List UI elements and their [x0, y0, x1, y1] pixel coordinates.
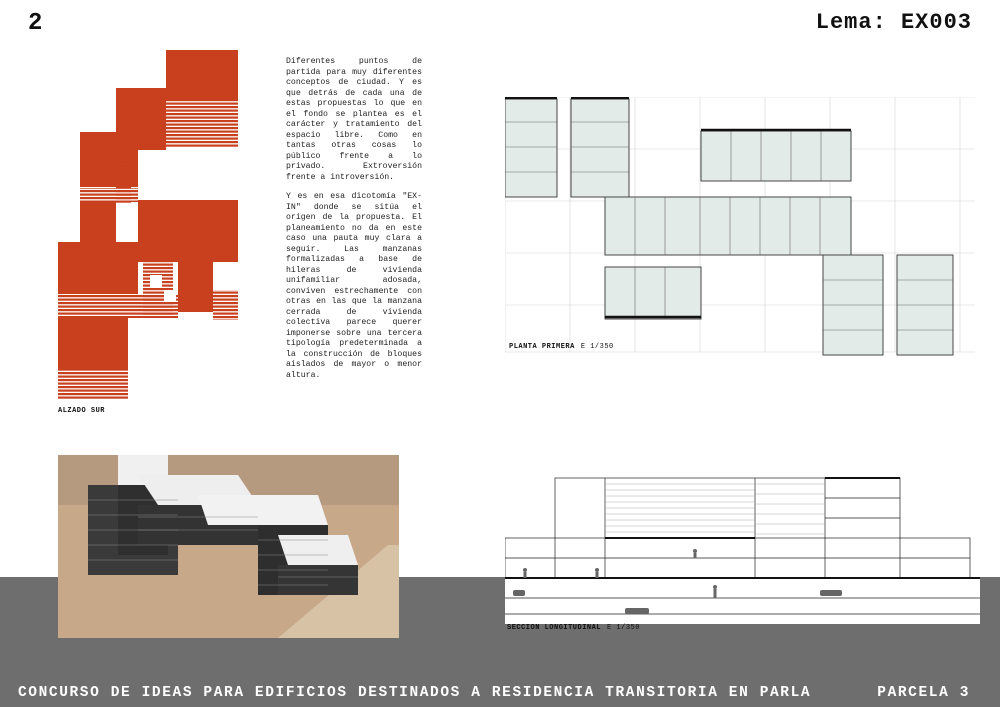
seccion-caption-title: SECCION LONGITUDINAL [507, 624, 602, 632]
seccion-caption-scale: E 1/350 [607, 624, 640, 632]
alzado-caption: ALZADO SUR [58, 407, 106, 415]
model-photo [58, 455, 399, 638]
description-paragraph-2: Y es en esa dicotomía "EX-IN" donde se sitúa el origen de la propuesta. El planeamiento no da en este caso una pauta muy clara a seguir. Las manzanas formalizadas a base de hileras de vivienda unifamiliar adosada, conviven estrechamente con otras en las que la manzana cerrada de vivienda colectiva parece querer imponerse sobre una tercera tipología predeterminada a la construcción de bloques aislados de mayor o menor altura. [286, 192, 422, 380]
south-elevation-drawing [58, 50, 238, 400]
planta-caption-title: PLANTA PRIMERA [509, 343, 575, 351]
description-paragraph-1: Diferentes puntos de partida para muy diferentes conceptos de ciudad. Y es que detrás de cada una de estas propuestas lo que en el fondo se plantea es el carácter y tratamiento del espacio libre. Como en tantas otras cosas lo público frente a lo privado. Extroversión frente a introversión. [286, 57, 422, 182]
seccion-caption [507, 624, 640, 632]
lema-title: Lema: EX003 [815, 10, 972, 35]
first-floor-plan-drawing [505, 97, 975, 357]
longitudinal-section-drawing [505, 474, 980, 624]
planta-caption [509, 343, 614, 351]
competition-title: CONCURSO DE IDEAS PARA EDIFICIOS DESTINADOS A RESIDENCIA TRANSITORIA EN PARLA [18, 685, 812, 701]
planta-caption-scale: E 1/350 [580, 343, 614, 351]
description-text [286, 57, 422, 390]
page-number: 2 [28, 10, 43, 37]
parcela-label: PARCELA 3 [877, 685, 970, 701]
